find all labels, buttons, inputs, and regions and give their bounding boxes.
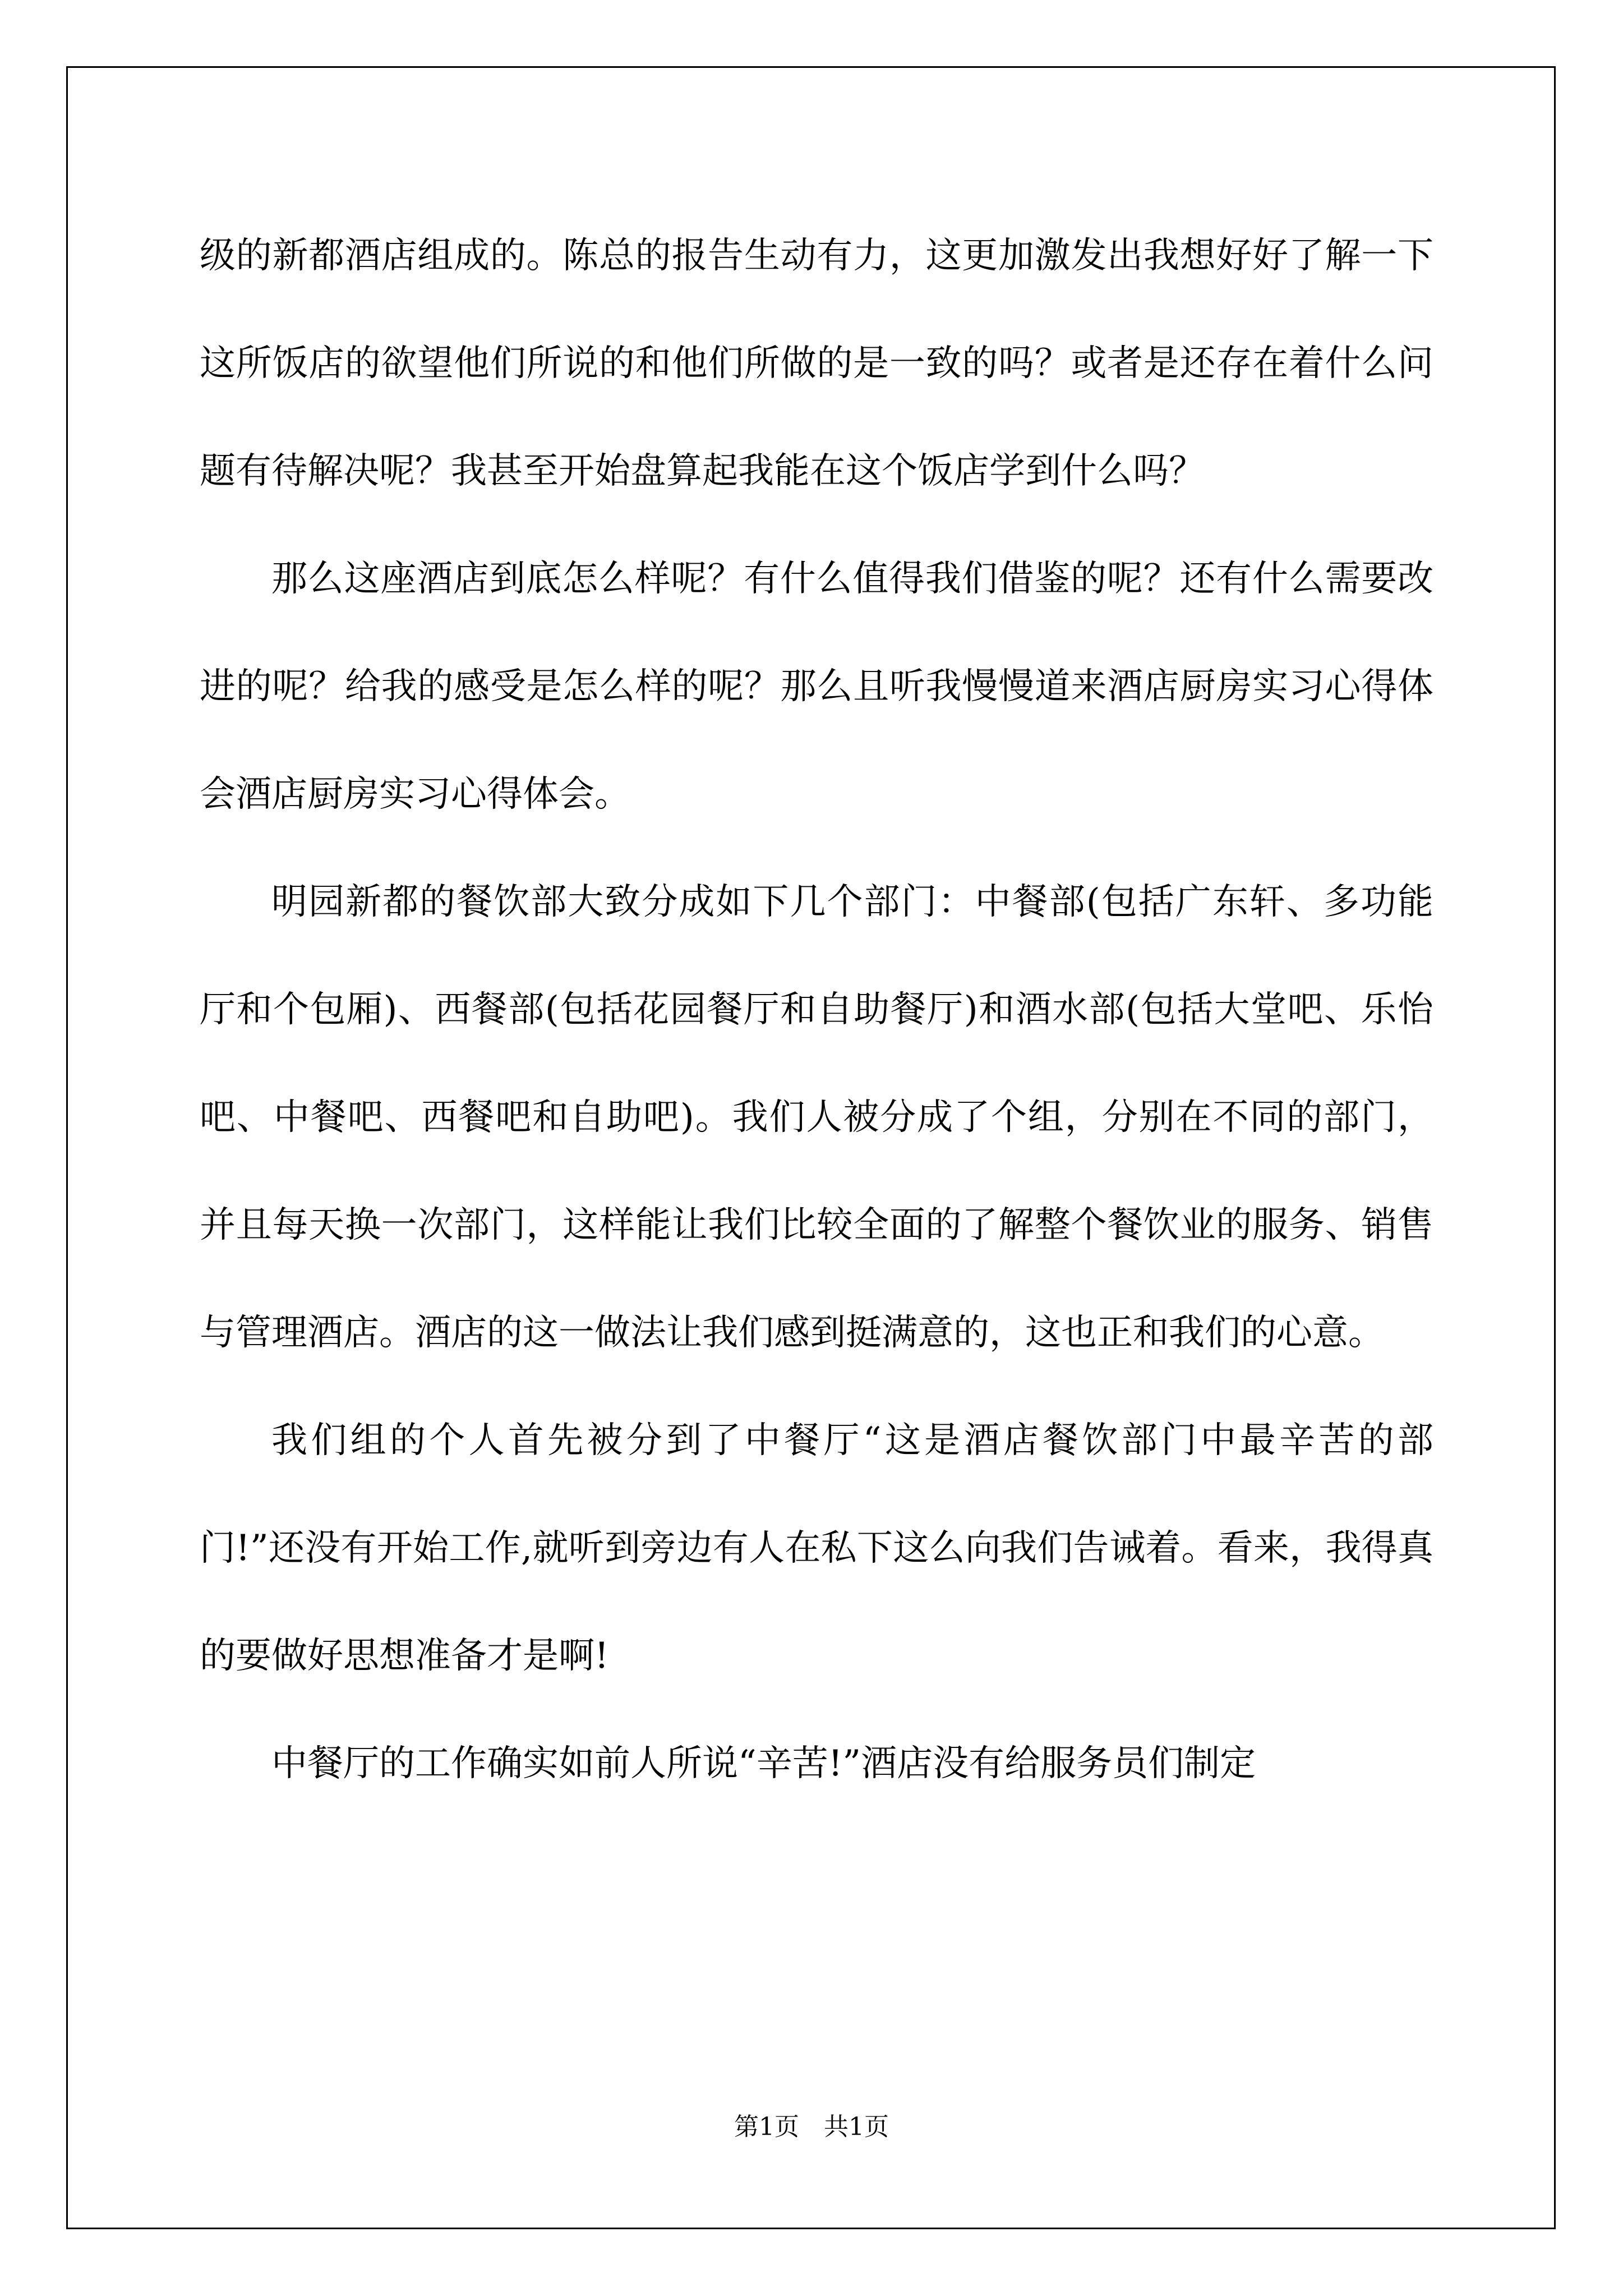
page-number: 第1页 — [734, 2113, 799, 2141]
paragraph-4: 我们组的个人首先被分到了中餐厅“这是酒店餐饮部门中最辛苦的部门!”还没有开始工作,就听到旁边有人在私下这么向我们告诫着。看来，我得真的要做好思想准备才是啊! — [200, 1420, 1433, 1677]
paragraph-3: 明园新都的餐饮部大致分成如下几个部门：中餐部(包括广东轩、多功能厅和个包厢)、西餐部(包括花园餐厅和自助餐厅)和酒水部(包括大堂吧、乐怡吧、中餐吧、西餐吧和自助吧)。我们人被分成了个组，分别在不同的部门，并且每天换一次部门，这样能让我们比较全面的了解整个餐饮业的服务、销售与管理酒店。酒店的这一做法让我们感到挺满意的，这也正和我们的心意。 — [200, 881, 1433, 1354]
paragraph-1: 级的新都酒店组成的。陈总的报告生动有力，这更加激发出我想好好了解一下这所饭店的欲望他们所说的和他们所做的是一致的吗？或者是还存在着什么问题有待解决呢？我甚至开始盘算起我能在这个饭店学到什么吗？ — [200, 235, 1433, 492]
paragraph-5: 中餐厅的工作确实如前人所说“辛苦!”酒店没有给服务员们制定 — [271, 1743, 1256, 1784]
document-body — [200, 202, 1433, 1818]
page-footer — [0, 2110, 1623, 2144]
paragraph-2: 那么这座酒店到底怎么样呢？有什么值得我们借鉴的呢？还有什么需要改进的呢？给我的感受是怎么样的呢？那么且听我慢慢道来酒店厨房实习心得体会酒店厨房实习心得体会。 — [200, 558, 1433, 815]
page-total: 共1页 — [824, 2113, 889, 2141]
